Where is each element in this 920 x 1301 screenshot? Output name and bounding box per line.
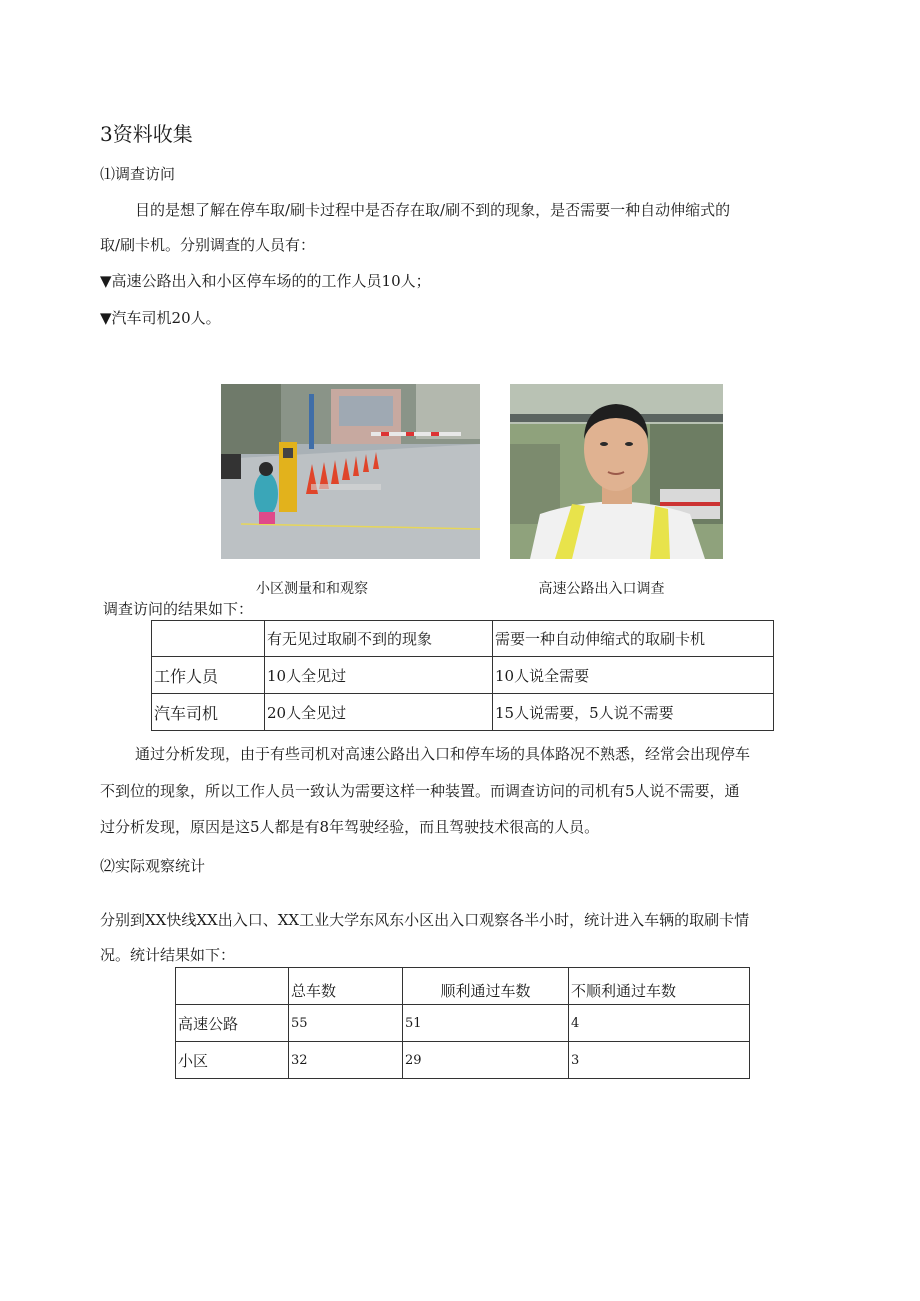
survey-purpose-line2: 取/刷卡机。分别调查的人员有： — [100, 236, 316, 254]
observation-line1: 分别到XX快线XX出入口、XX工业大学东风东小区出入口观察各半小时，统计进入车辆的取刷卡情 — [100, 911, 750, 929]
table-cell: 55 — [289, 1005, 403, 1042]
analysis-line2: 不到位的现象，所以工作人员一致认为需要这样一种装置。而调查访问的司机有5人说不需要，通 — [100, 782, 740, 800]
table-cell: 15人说需要，5人说不需要 — [493, 694, 774, 731]
photo-caption-right: 高速公路出入口调查 — [538, 581, 665, 597]
table-row — [176, 1042, 750, 1079]
bullet-item: ▼汽车司机20人。 — [100, 309, 221, 327]
parking-lot-photo — [221, 384, 480, 559]
table-header-cell: 有无见过取刷不到的现象 — [265, 621, 493, 657]
photo-caption-left: 小区测量和和观察 — [256, 581, 368, 597]
table-cell: 4 — [569, 1005, 750, 1042]
table-header-cell: 总车数 — [289, 968, 403, 1005]
observation-line2: 况。统计结果如下： — [100, 946, 236, 964]
table-header-cell — [176, 968, 289, 1005]
table-row-header: 工作人员 — [152, 657, 265, 694]
bullet-item: ▼高速公路出入和小区停车场的的工作人员10人； — [100, 272, 431, 290]
table-header-cell — [152, 621, 265, 657]
observation-stats-table — [175, 967, 750, 1079]
table-row-header: 小区 — [176, 1042, 289, 1079]
survey-purpose-line1: 目的是想了解在停车取/刷卡过程中是否存在取/刷不到的现象，是否需要一种自动伸缩式的 — [135, 201, 731, 219]
table-cell: 32 — [289, 1042, 403, 1079]
table-cell: 29 — [403, 1042, 569, 1079]
table-row-header: 高速公路 — [176, 1005, 289, 1042]
table-row — [152, 621, 774, 657]
analysis-line1: 通过分析发现，由于有些司机对高速公路出入口和停车场的具体路况不熟悉，经常会出现停车 — [135, 745, 751, 763]
table-row — [176, 1005, 750, 1042]
table-cell: 20人全见过 — [265, 694, 493, 731]
table-header-cell: 不顺利通过车数 — [569, 968, 750, 1005]
table-cell: 51 — [403, 1005, 569, 1042]
table-row — [152, 657, 774, 694]
table-row-header: 汽车司机 — [152, 694, 265, 731]
survey-results-table — [151, 620, 774, 731]
survey-result-intro: 调查访问的结果如下： — [103, 600, 254, 618]
table-header-cell: 顺利通过车数 — [403, 968, 569, 1005]
subsection-title-survey: ⑴调查访问 — [100, 165, 176, 183]
table-cell: 10人说全需要 — [493, 657, 774, 694]
toll-gate-photo — [510, 384, 723, 559]
table-cell: 3 — [569, 1042, 750, 1079]
subsection-title-observation: ⑵实际观察统计 — [100, 857, 206, 875]
section-title: 3资料收集 — [100, 122, 193, 146]
analysis-line3: 过分析发现，原因是这5人都是有8年驾驶经验，而且驾驶技术很高的人员。 — [100, 818, 600, 836]
table-row — [176, 968, 750, 1005]
table-header-cell: 需要一种自动伸缩式的取刷卡机 — [493, 621, 774, 657]
table-cell: 10人全见过 — [265, 657, 493, 694]
table-row — [152, 694, 774, 731]
